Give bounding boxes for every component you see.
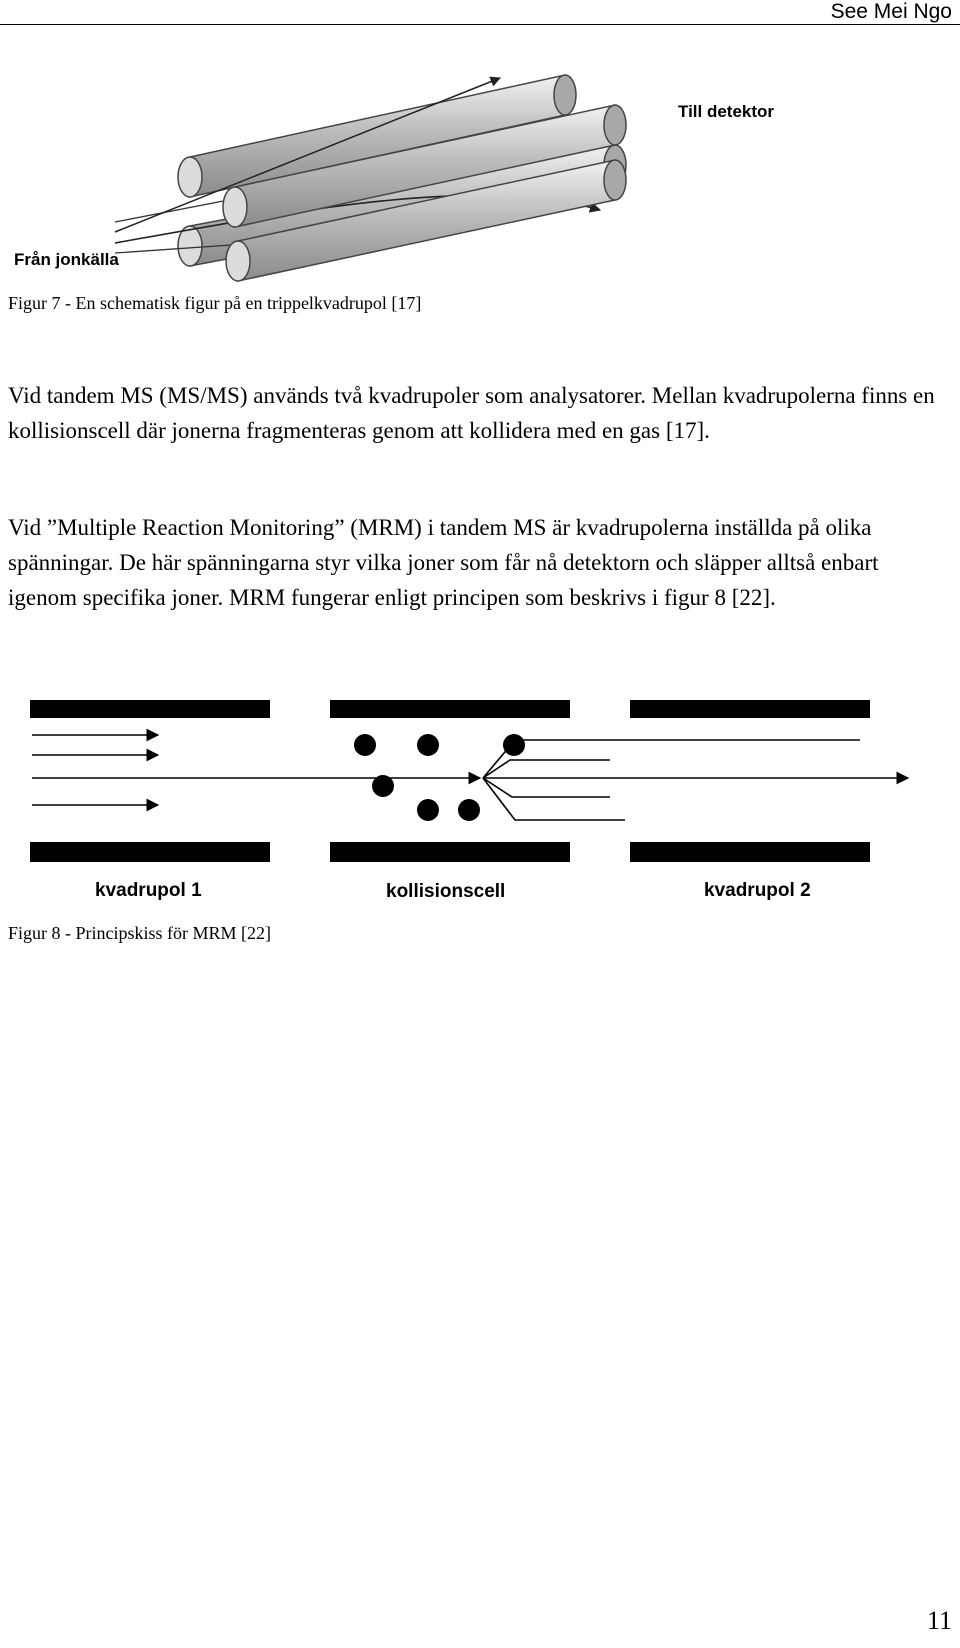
label-collision-cell: kollisionscell [386,881,506,902]
paragraph-mrm: Vid ”Multiple Reaction Monitoring” (MRM) i tandem MS är kvadrupolerna inställda på olika spänningar. De här spänningarna styr vilka joner som får nå detektorn och släpper alltså enbart igenom specifika joner. MRM fungerar enligt principen som beskrivs i figur 8 [22]. [8,515,879,610]
label-to-detector: Till detektor [678,102,775,121]
paragraph-tandem-ms: Vid tandem MS (MS/MS) används två kvadrupoler som analysatorer. Mellan kvadrupolerna finns en kollisionscell där jonerna fragmenteras genom att kollidera med en gas [17]. [8,383,935,443]
collision-cell-walls [330,700,570,862]
triple-quadrupole-figure [0,60,960,285]
quadrupole-1-rods [30,700,270,862]
label-quadrupole-1: kvadrupol 1 [95,880,202,901]
quadrupole-2-rods [630,700,870,862]
label-from-ion-source: Från jonkälla [14,250,119,269]
page-number: 11 [926,1606,952,1635]
header-rule [0,24,960,25]
fragment-paths [483,740,908,820]
figure-7-caption: Figur 7 - En schematisk figur på en trippelkvadrupol [17] [8,293,422,313]
figure-8-caption: Figur 8 - Principskiss för MRM [22] [8,923,272,943]
header-author: See Mei Ngo [830,0,952,23]
incoming-ion-arrows [32,735,480,805]
label-quadrupole-2: kvadrupol 2 [704,880,811,901]
mrm-principle-figure [0,700,960,910]
